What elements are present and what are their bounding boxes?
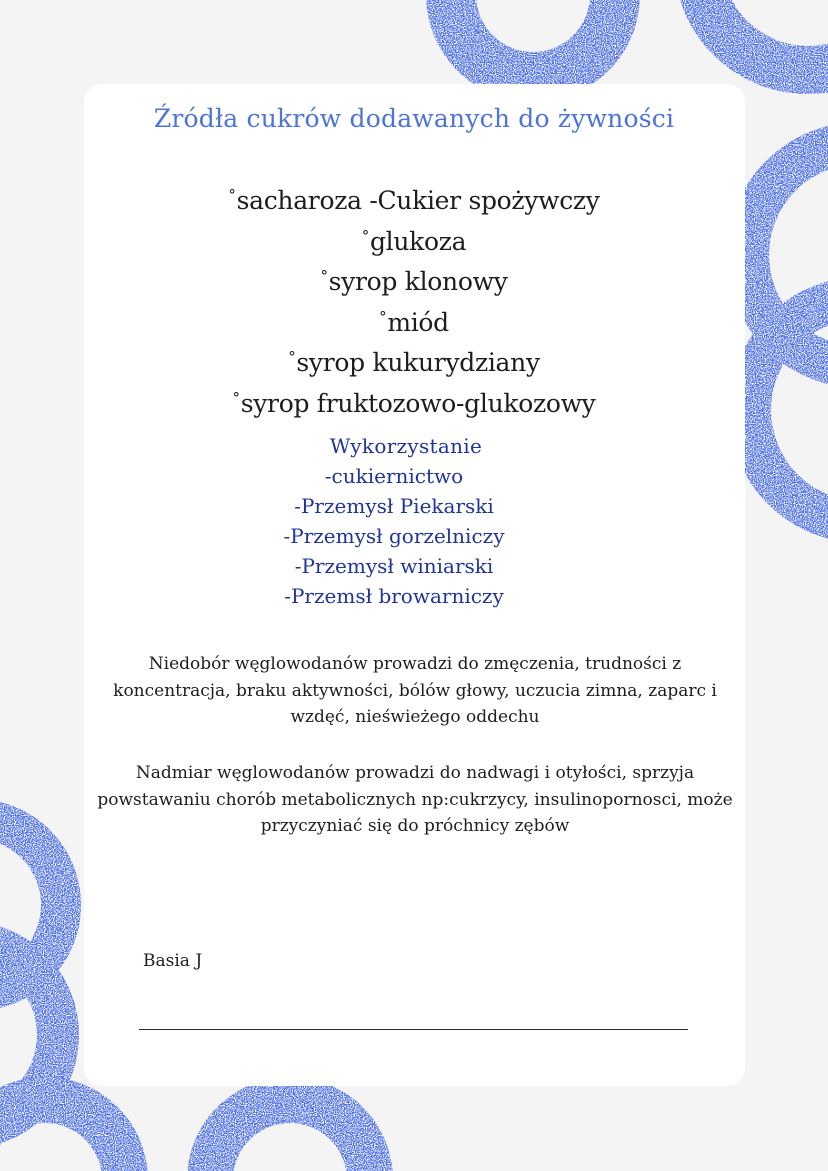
- bullet: °: [379, 307, 387, 326]
- bullet: °: [361, 226, 369, 245]
- decor-arc: [451, 0, 615, 77]
- list-item: -Przemysł winiarski: [294, 554, 494, 578]
- bullet: °: [320, 267, 328, 285]
- list-item: °syrop kukurydziany: [288, 348, 540, 377]
- signature: Basia J: [143, 951, 203, 971]
- uses-list: [0, 461, 788, 611]
- list-item: -Przemsł browarniczy: [284, 584, 504, 608]
- list-item: °syrop fruktozowo-glukozowy: [232, 388, 596, 418]
- page-title: Źródła cukrów dodawanych do żywności: [153, 104, 675, 133]
- deficiency-paragraph: Niedobór węglowodanów prowadzi do zmęczenia, trudności z koncentracja, braku aktywności, bólów głowy, uczucia zimna, zaparc i wzdęć, nieświeżego oddechu: [113, 654, 717, 727]
- bullet: °: [288, 348, 296, 366]
- list-item: -Przemysł gorzelniczy: [283, 524, 505, 548]
- list-item: -cukiernictwo: [324, 464, 464, 488]
- bullet: °: [228, 186, 236, 204]
- bullet: °: [232, 388, 240, 407]
- list-item: °sacharoza -Cukier spożywczy: [228, 186, 600, 215]
- signature-line: [139, 1029, 688, 1030]
- list-item: -Przemysł Piekarski: [294, 494, 494, 518]
- decor-arc: [210, 1100, 370, 1171]
- excess-paragraph: Nadmiar węglowodanów prowadzi do nadwagi i otyłości, sprzyja powstawaniu chorób metabolicznych np:cukrzycy, insulinopornosci, może przyczyniać się do próchnicy zębów: [97, 763, 733, 836]
- sugar-sources-list: [0, 178, 828, 421]
- list-item: °glukoza: [361, 226, 467, 256]
- list-item: °miód: [379, 307, 449, 337]
- decor-arc: [698, 0, 828, 70]
- list-item: °syrop klonowy: [320, 267, 508, 296]
- uses-heading: Wykorzystanie: [329, 434, 483, 458]
